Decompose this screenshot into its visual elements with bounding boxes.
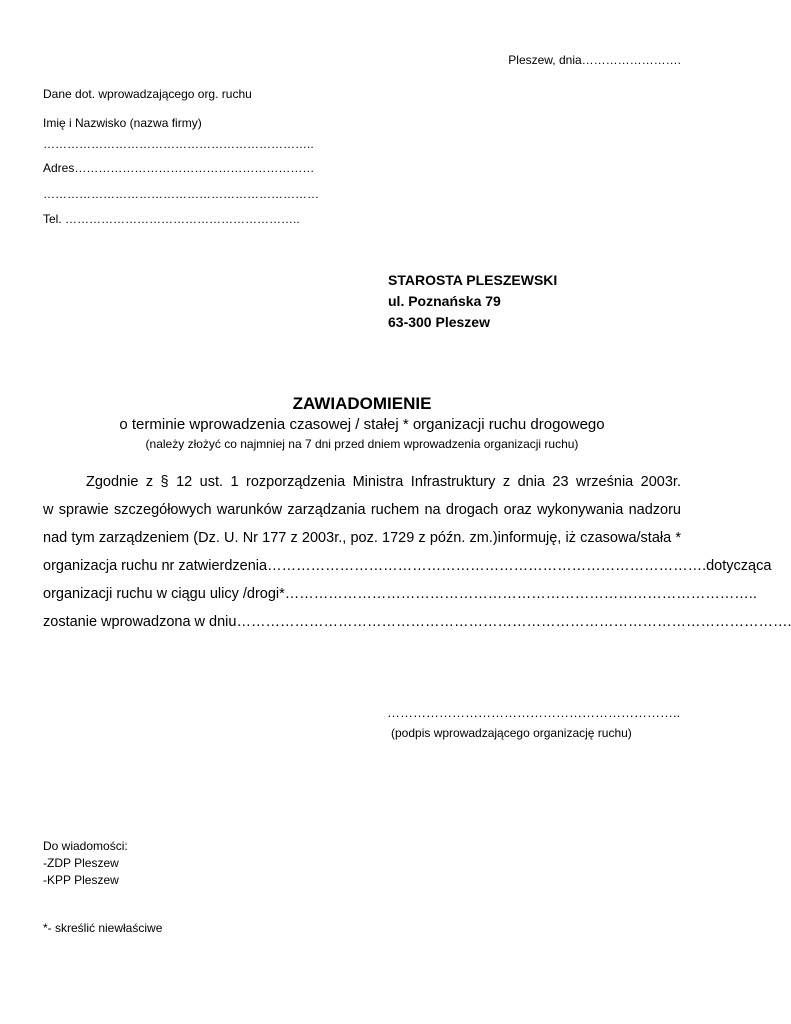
sender-name-label: Imię i Nazwisko (nazwa firmy) [43,116,202,130]
footnote: *- skreślić niewłaściwe [43,921,163,935]
signature-line: ………………………………………………………….. [387,705,681,720]
sender-address-field-2: …………………………………………………………… [43,187,319,201]
document-note: (należy złożyć co najmniej na 7 dni przed dniem wprowadzenia organizacji ruchu) [145,437,579,451]
sender-address-field: Adres…………………………………………………… [43,161,315,175]
body-line: organizacji ruchu w ciągu ulicy /drogi*…………………………………………………………………………………….. [43,586,757,602]
body-line: organizacja ruchu nr zatwierdzenia……………………………………………………………………………….dotycząca [43,558,772,574]
sender-heading: Dane dot. wprowadzającego org. ruchu [43,87,252,101]
body-line: Zgodnie z § 12 ust. 1 rozporządzenia Ministra Infrastruktury z dnia 23 września 2003r. [86,474,681,490]
recipient-city: 63-300 Pleszew [388,314,490,330]
body-line: nad tym zarządzeniem (Dz. U. Nr 177 z 2003r., poz. 1729 z późn. zm.)informuję, iż czasowa/stała * [43,530,681,546]
document-subtitle: o terminie wprowadzenia czasowej / stałej * organizacji ruchu drogowego [119,416,605,433]
recipient-street: ul. Poznańska 79 [388,293,501,309]
date-line: Pleszew, dnia……………………. [508,53,681,67]
signature-label: (podpis wprowadzającego organizację ruchu) [391,726,632,740]
notice-body [43,472,791,640]
cc-item-kpp: -KPP Pleszew [43,873,119,887]
body-line: zostanie wprowadzona w dniu……………………………………………………………………………………………………. [43,614,791,630]
cc-heading: Do wiadomości: [43,839,128,853]
document-title: ZAWIADOMIENIE [292,394,432,413]
sender-name-field: ………………………………………………………….. [43,137,314,151]
body-line: w sprawie szczegółowych warunków zarządzania ruchem na drogach oraz wykonywania nadzoru [43,502,681,518]
sender-phone-field: Tel. ………………………………………………….. [43,212,300,226]
recipient-name: STAROSTA PLESZEWSKI [388,272,558,288]
cc-item-zdp: -ZDP Pleszew [43,856,119,870]
